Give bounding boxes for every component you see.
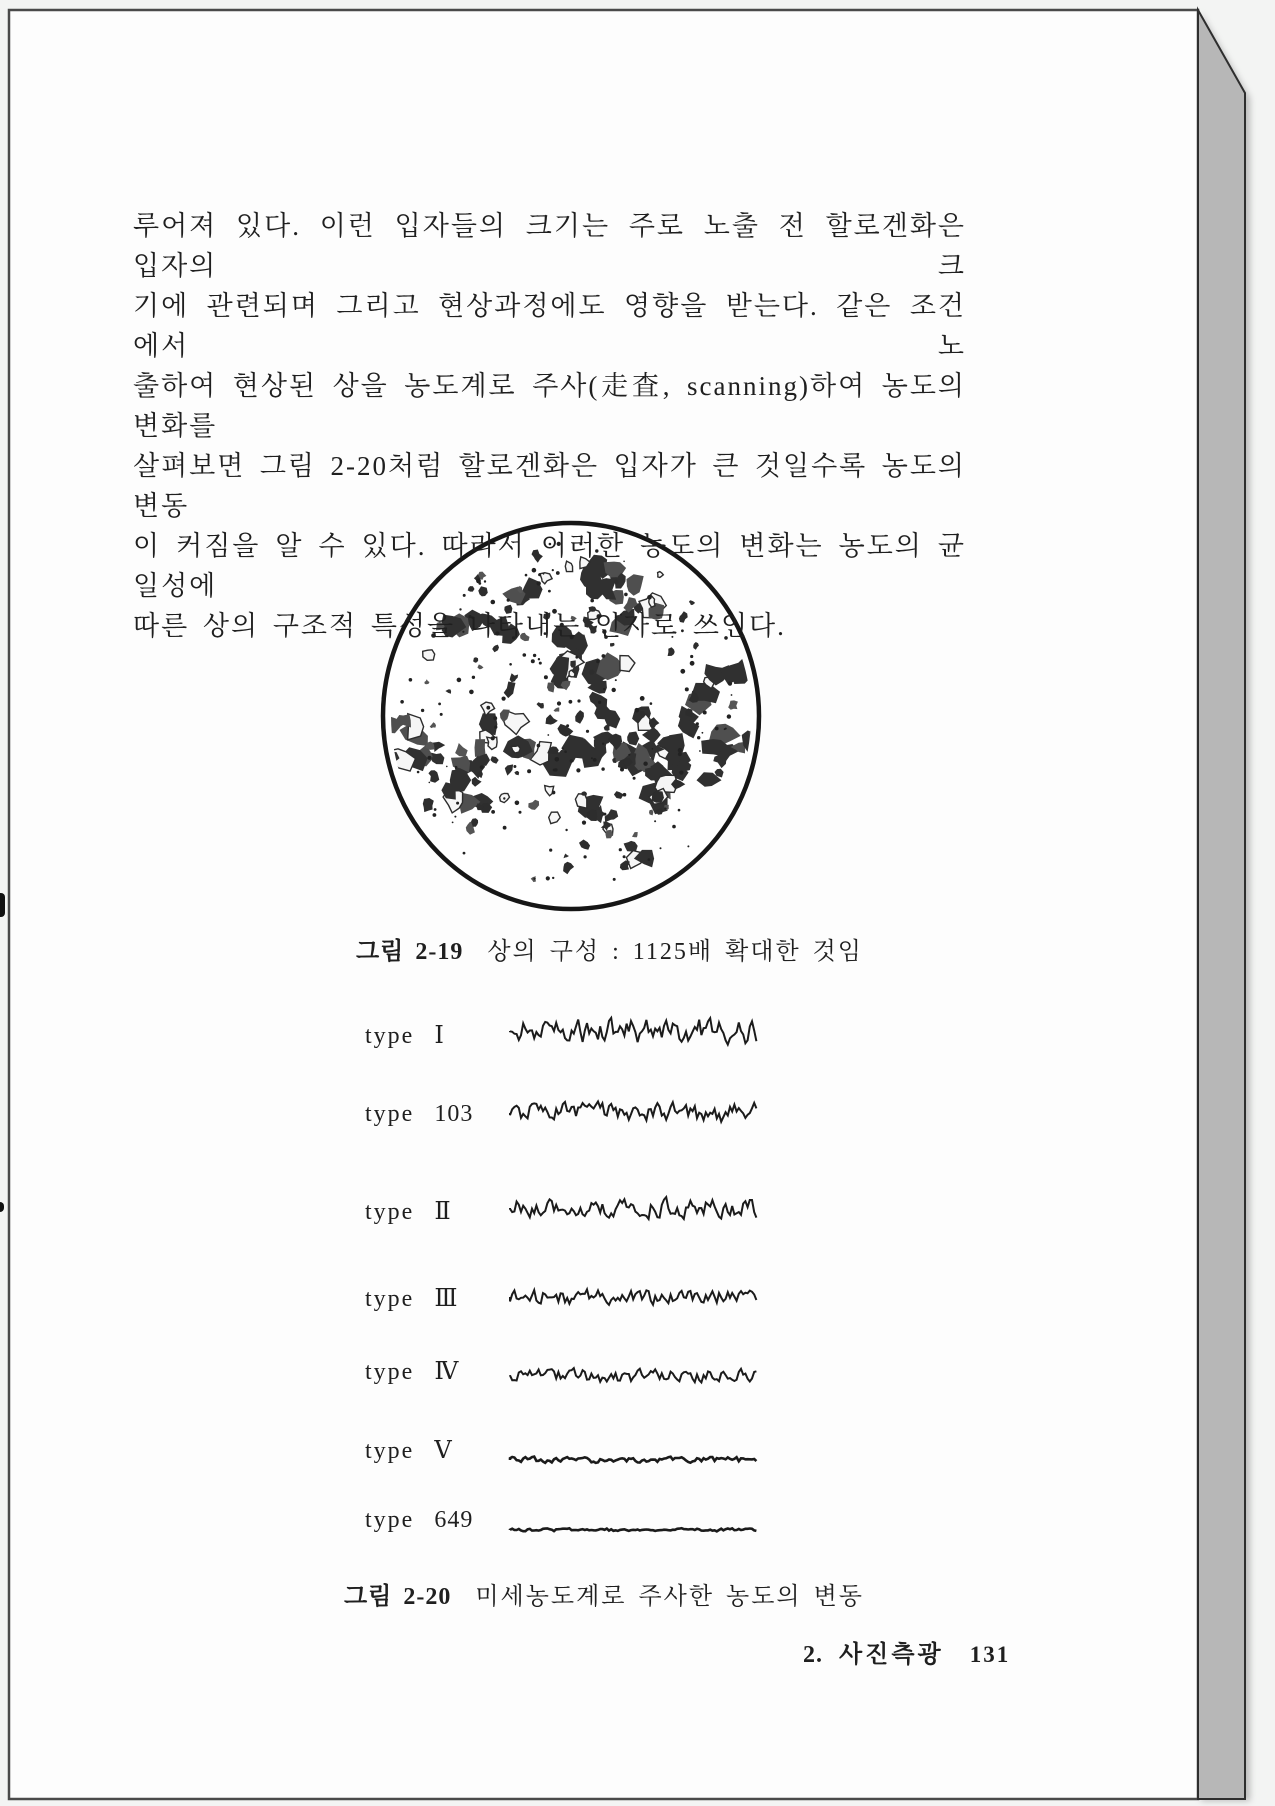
paragraph-line: 살펴보면 그림 2-20처럼 할로겐화은 입자가 큰 것일수록 농도의 변동 xyxy=(133,451,966,521)
figure-2-19-caption-label: 그림 2-19 xyxy=(356,939,464,965)
trace-row-label xyxy=(365,1284,458,1313)
trace-label-value: Ⅱ xyxy=(434,1199,452,1225)
page-thickness-edge xyxy=(1198,10,1245,1799)
trace-label-prefix: type xyxy=(365,1101,415,1127)
paragraph-line: 루어져 있다. 이런 입자들의 크기는 주로 노출 전 할로겐화은 입자의 크 xyxy=(133,211,966,281)
paragraph-line: 기에 관련되며 그리고 현상과정에도 영향을 받는다. 같은 조건에서 노 xyxy=(133,291,966,361)
trace-label-value: 649 xyxy=(434,1507,474,1533)
trace-label-value: 103 xyxy=(434,1101,474,1127)
trace-row-label xyxy=(365,1507,473,1534)
trace-label-prefix: type xyxy=(365,1286,415,1312)
figure-2-20-caption-label: 그림 2-20 xyxy=(344,1584,452,1610)
figure-2-19-caption-text: 상의 구성 : 1125배 확대한 것임 xyxy=(487,939,863,965)
trace-row-label xyxy=(365,1101,473,1128)
trace-label-value: Ⅴ xyxy=(434,1438,453,1464)
trace-label-prefix: type xyxy=(365,1359,415,1385)
footer-section-number: 2. xyxy=(803,1642,823,1668)
footer-page-number: 131 xyxy=(969,1642,1011,1667)
trace-label-prefix: type xyxy=(365,1023,415,1049)
figure-2-19-caption xyxy=(356,931,863,966)
trace-label-value: Ⅰ xyxy=(434,1023,445,1049)
body-paragraph xyxy=(133,206,966,646)
scan-artifact xyxy=(0,893,5,917)
figure-2-20-caption xyxy=(344,1576,864,1611)
figure-2-20-caption-text: 미세농도계로 주사한 농도의 변동 xyxy=(475,1584,864,1610)
paragraph-line: 출하여 현상된 상을 농도계로 주사(走査, scanning)하여 농도의 변화를 xyxy=(133,371,966,441)
trace-label-prefix: type xyxy=(365,1507,415,1533)
trace-label-value: Ⅲ xyxy=(434,1286,459,1312)
trace-row-label xyxy=(365,1197,452,1226)
trace-label-value: Ⅳ xyxy=(434,1359,460,1385)
trace-row-label xyxy=(365,1436,453,1465)
trace-row-label xyxy=(365,1021,445,1050)
paragraph-line: 따른 상의 구조적 특성을 나타내는 인자로 쓰인다. xyxy=(133,611,786,641)
paragraph-line: 이 커짐을 알 수 있다. 따라서 이러한 농도의 변화는 농도의 균일성에 xyxy=(133,531,966,601)
footer-section-title: 사진측광 xyxy=(839,1642,944,1668)
trace-row-label xyxy=(365,1357,459,1386)
trace-label-prefix: type xyxy=(365,1438,415,1464)
trace-label-prefix: type xyxy=(365,1199,415,1225)
page-footer xyxy=(803,1634,1010,1669)
